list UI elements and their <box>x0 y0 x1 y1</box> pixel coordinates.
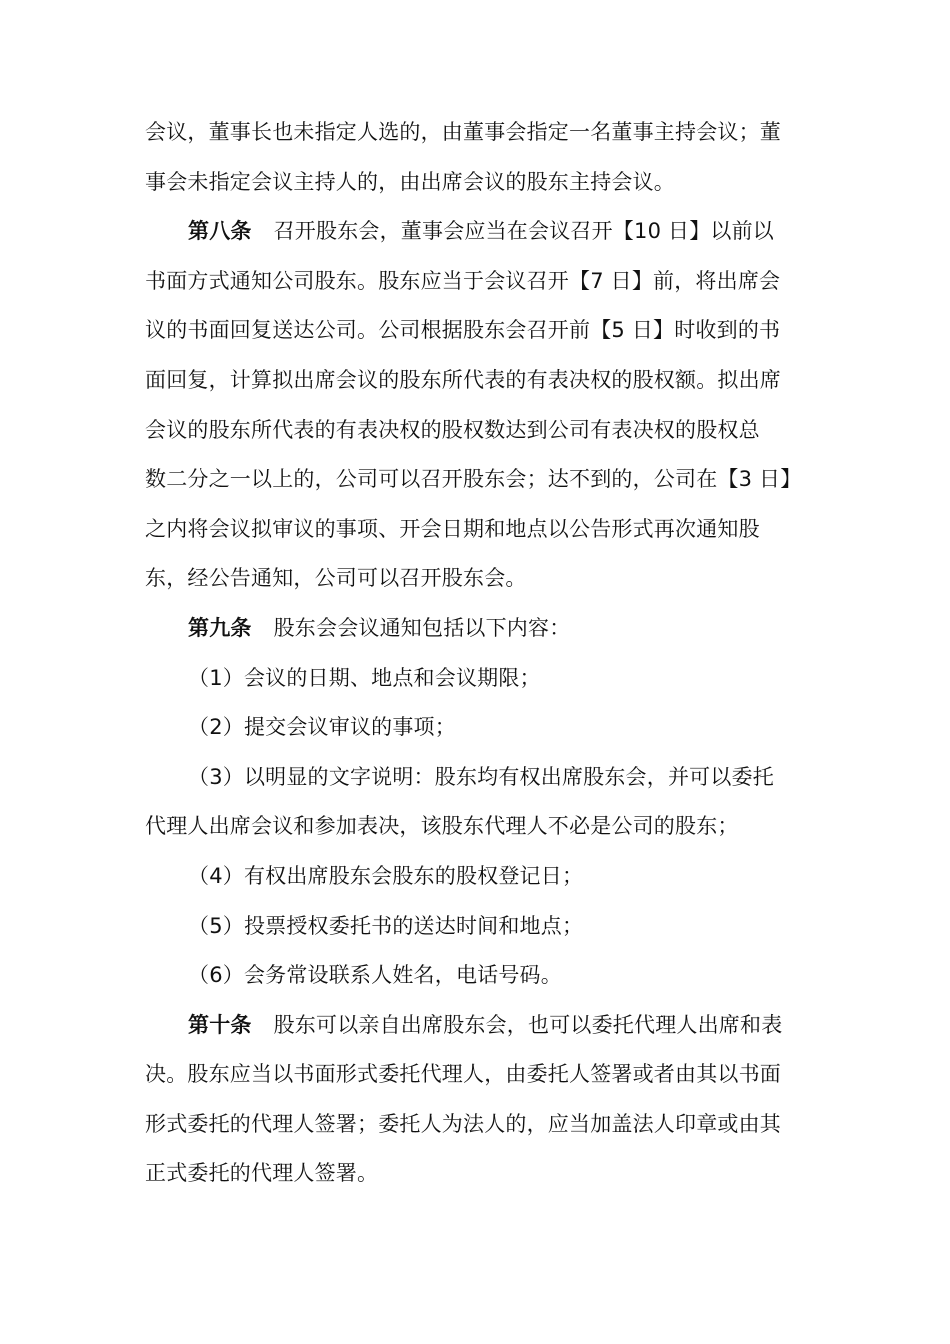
article-9-title: 第九条 <box>188 615 252 640</box>
article-8-title: 第八条 <box>188 219 252 244</box>
list-item: （1）会议的日期、地点和会议期限； <box>188 665 541 690</box>
article-9-line <box>145 604 810 654</box>
text-line: 会议，董事长也未指定人选的，由董事会指定一名董事主持会议；董 <box>145 120 781 144</box>
list-item: （3）以明显的文字说明：股东均有权出席股东会，并可以委托 <box>188 764 774 789</box>
text-line: 决。股东应当以书面形式委托代理人，由委托人签署或者由其以书面 <box>145 1062 781 1087</box>
article-8-text: 召开股东会，董事会应当在会议召开【10 日】以前以 <box>273 219 775 244</box>
text-line: 会议的股东所代表的有表决权的股权数达到公司有表决权的股权总 <box>145 417 760 442</box>
list-item: （2）提交会议审议的事项； <box>188 715 456 740</box>
list-item: （5）投票授权委托书的送达时间和地点； <box>188 913 584 938</box>
text-line: 议的书面回复送达公司。公司根据股东会召开前【5 日】时收到的书 <box>145 318 781 343</box>
list-item: （6）会务常设联系人姓名，电话号码。 <box>188 963 562 988</box>
text-line: 正式委托的代理人签署。 <box>145 1161 379 1186</box>
text-line: 之内将会议拟审议的事项、开会日期和地点以公告形式再次通知股 <box>145 516 760 541</box>
text-line: 面回复，计算拟出席会议的股东所代表的有表决权的股权额。拟出席 <box>145 367 781 392</box>
text-line: 代理人出席会议和参加表决，该股东代理人不必是公司的股东； <box>145 814 739 839</box>
text-line: 书面方式通知公司股东。股东应当于会议召开【7 日】前，将出席会 <box>145 268 781 293</box>
text-line: 东，经公告通知，公司可以召开股东会。 <box>145 566 527 591</box>
text-line: 形式委托的代理人签署；委托人为法人的，应当加盖法人印章或由其 <box>145 1111 781 1136</box>
list-item: （4）有权出席股东会股东的股权登记日； <box>188 863 584 888</box>
text-line: 数二分之一以上的，公司可以召开股东会；达不到的，公司在【3 日】 <box>145 467 802 492</box>
article-8-line <box>145 207 810 257</box>
article-9-text: 股东会会议通知包括以下内容： <box>273 615 571 640</box>
document-page <box>145 108 810 1199</box>
article-10-text: 股东可以亲自出席股东会，也可以委托代理人出席和表 <box>273 1012 783 1037</box>
article-10-line <box>145 1001 810 1051</box>
article-10-title: 第十条 <box>188 1012 252 1037</box>
text-line: 事会未指定会议主持人的，由出席会议的股东主持会议。 <box>145 169 675 194</box>
